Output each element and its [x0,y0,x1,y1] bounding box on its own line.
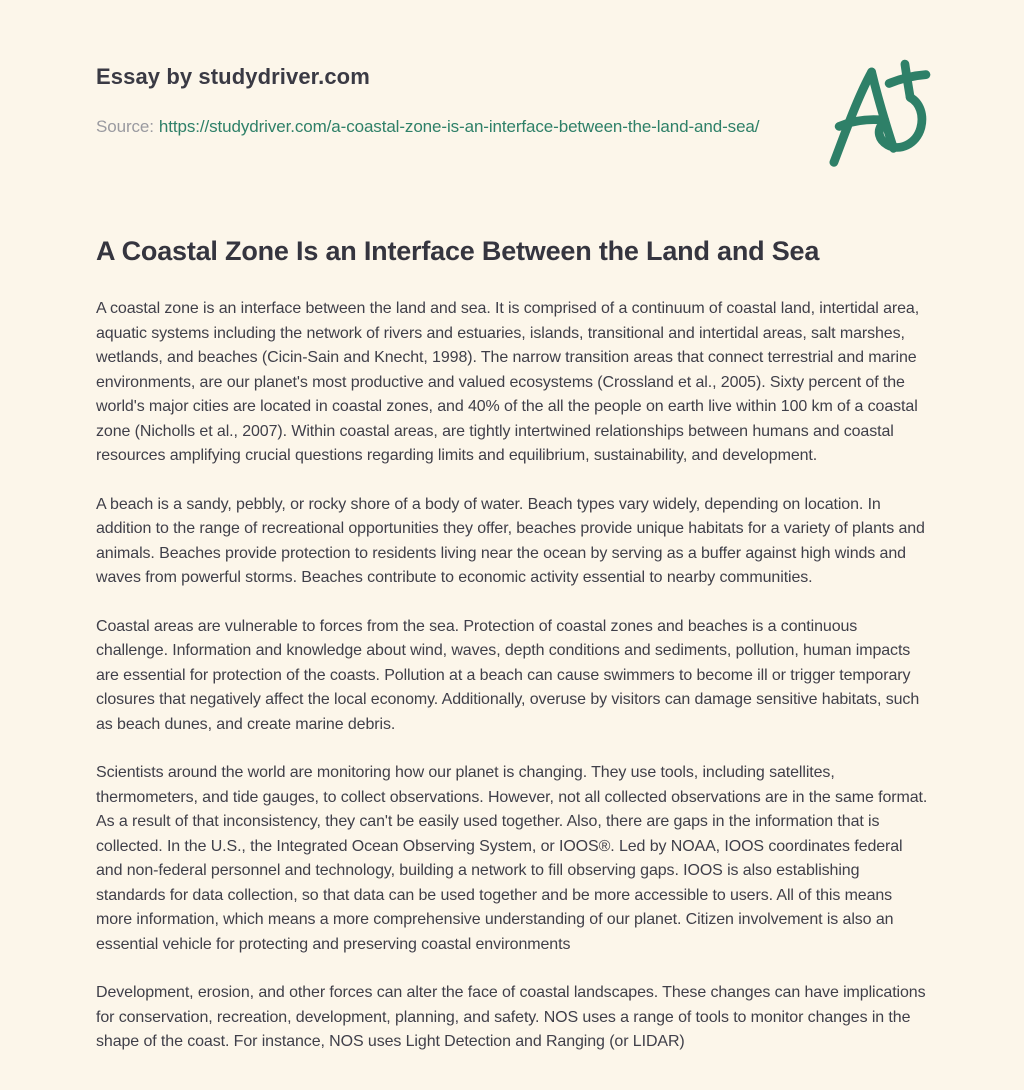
essay-content [96,236,928,1055]
source-label: Source: [96,117,154,136]
essay-title: A Coastal Zone Is an Interface Between the Land and Sea [96,236,820,266]
a-plus-logo-icon [826,56,940,188]
essay-paragraph-3: Coastal areas are vulnerable to forces from the sea. Protection of coastal zones and beaches is a continuous challenge. Information and knowledge about wind, waves, depth conditions and sediments, pollution, human impacts are essential for protection of the coasts. Pollution at a beach can cause swimmers to become ill or trigger temporary closures that negatively affect the local economy. Additionally, overuse by visitors can damage sensitive habitats, such as beach dunes, and create marine debris. [96,617,920,733]
page-header [96,64,928,142]
studydriver-logo [826,56,940,188]
essay-paragraph-1: A coastal zone is an interface between the land and sea. It is comprised of a continuum of coastal land, intertidal area, aquatic systems including the network of rivers and estuaries, islands, transitional and intertidal areas, salt marshes, wetlands, and beaches (Cicin-Sain and Knecht, 1998). The narrow transition areas that connect terrestrial and marine environments, are our planet's most productive and valued ecosystems (Crossland et al., 2005). Sixty percent of the world's major cities are located in coastal zones, and 40% of the all the people on earth live within 100 km of a coastal zone (Nicholls et al., 2007). Within coastal areas, are tightly intertwined relationships between humans and coastal resources amplifying crucial questions regarding limits and equilibrium, sustainability, and development. [96,300,920,464]
byline: Essay by studydriver.com [96,64,370,89]
essay-paragraph-4: Scientists around the world are monitoring how our planet is changing. They use tools, including satellites, thermometers, and tide gauges, to collect observations. However, not all collected observations are in the same format. As a result of that inconsistency, they can't be easily used together. Also, there are gaps in the information that is collected. In the U.S., the Integrated Ocean Observing System, or IOOS®. Led by NOAA, IOOS coordinates federal and non-federal personnel and technology, building a network to fill observing gaps. IOOS is also establishing standards for data collection, so that data can be used together and be more accessible to users. All of this means more information, which means a more comprehensive understanding of our planet. Citizen involvement is also an essential vehicle for protecting and preserving coastal environments [96,764,928,953]
essay-paragraph-2: A beach is a sandy, pebbly, or rocky shore of a body of water. Beach types vary widely, depending on location. In addition to the range of recreational opportunities they offer, beaches provide unique habitats for a variety of plants and animals. Beaches provide protection to residents living near the ocean by serving as a buffer against high winds and waves from powerful storms. Beaches contribute to economic activity essential to nearby communities. [96,495,925,586]
essay-paragraph-5: Development, erosion, and other forces can alter the face of coastal landscapes. These changes can have implications for conservation, recreation, development, planning, and safety. NOS uses a range of tools to monitor changes in the shape of the coast. For instance, NOS uses Light Detection and Ranging (or LIDAR) [96,984,926,1050]
source-line [96,112,796,142]
source-link[interactable]: https://studydriver.com/a-coastal-zone-is-an-interface-between-the-land-and-sea/ [158,117,760,136]
